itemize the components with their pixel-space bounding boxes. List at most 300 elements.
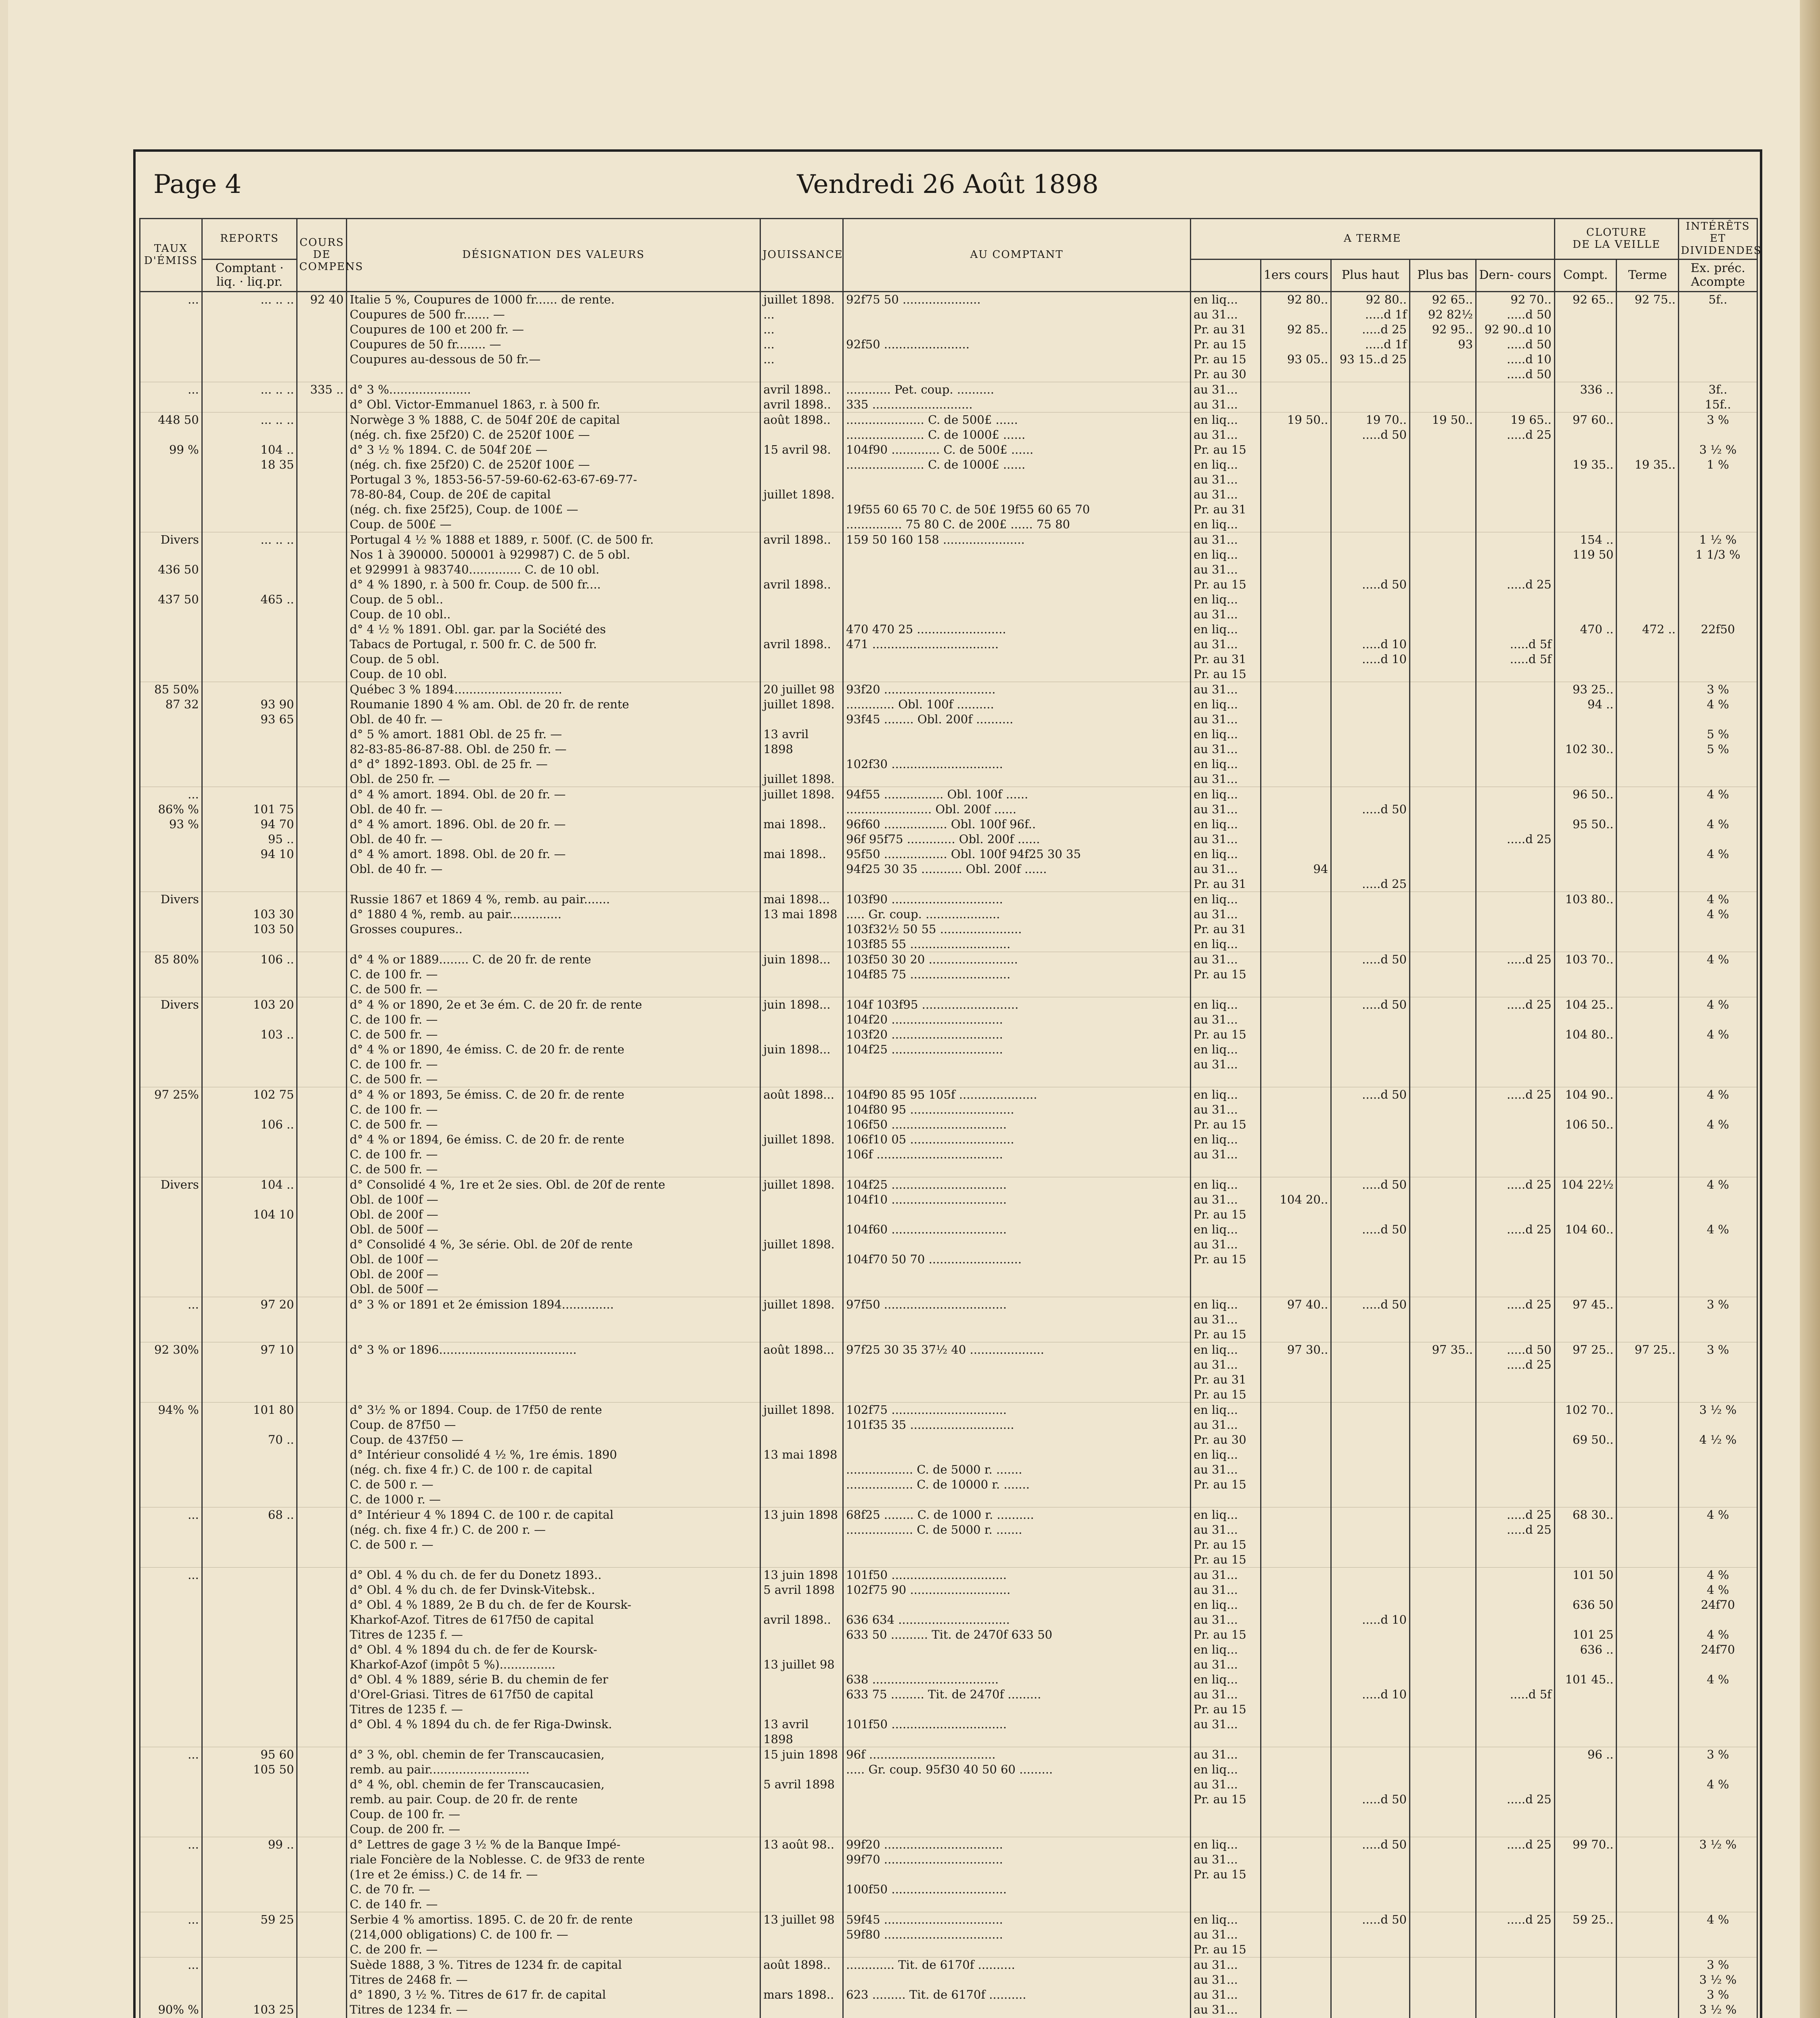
- col-cloture: CLOTURE DE LA VEILLE: [1554, 219, 1678, 260]
- cell-bas: [1410, 997, 1476, 1087]
- cell-clot-terme: 19 35..: [1617, 412, 1679, 532]
- cell-jouissance: juillet 1898. 13 mai 1898: [760, 1402, 843, 1507]
- cell-comptant: 68f25 ........ C. de 1000 r. .......... .................. C. de 5000 r. .......: [843, 1507, 1191, 1567]
- cell-ex: 3 % 3 ½ % 1 %: [1679, 412, 1757, 532]
- cell-jouissance: mai 1898... 13 mai 1898: [760, 892, 843, 952]
- cell-bas: [1410, 1177, 1476, 1297]
- cell-jouissance: avril 1898.. avril 1898.. avril 1898..: [760, 532, 843, 682]
- cell-jouissance: juillet 1898.: [760, 1297, 843, 1342]
- cell-clot-compt: 97 25..: [1554, 1342, 1617, 1402]
- cell-bas: 19 50..: [1410, 412, 1476, 532]
- cell-clot-terme: [1617, 1402, 1679, 1507]
- cell-comptant: 159 50 160 158 ...................... 470 470 25 ........................ 471 ..................................: [843, 532, 1191, 682]
- quotations-table: [139, 218, 1762, 2018]
- cell-clot-terme: [1617, 787, 1679, 892]
- cell-clot-compt: 96 ..: [1554, 1747, 1617, 1837]
- cell-jouissance: juillet 1898. ... ... ... ...: [760, 291, 843, 382]
- cell-rep: [202, 1567, 297, 1747]
- cell-cours: [297, 1342, 347, 1402]
- col-ex-prec: Ex. préc. Acompte: [1679, 259, 1757, 291]
- cell-comptant: ............. Tit. de 6170f .......... 623 ......... Tit. de 6170f ..........: [843, 1957, 1191, 2018]
- cell-dern: .....d 25 .....d 5f .....d 5f: [1476, 532, 1555, 682]
- cell-rep: 97 10: [202, 1342, 297, 1402]
- cell-comptant: ..................... C. de 500£ ...... ..................... C. de 1000£ ...... 104f90 ............. C. de 500£ ...... ..................... C. de 1000£ ...... 19f55 60 65 70 C. de 50£ 19f55 60 65 70 ............... 75 80 C. de 200£ ...... 75 80: [843, 412, 1191, 532]
- cell-designation: Serbie 4 % amortiss. 1895. C. de 20 fr. de rente (214,000 obligations) C. de 100 fr. — C. de 200 fr. —: [347, 1912, 760, 1957]
- page-number: Page 4: [153, 170, 242, 199]
- cell-premiers: [1261, 1747, 1331, 1837]
- cell-terme: en liq... au 31... Pr. au 15: [1190, 1912, 1261, 1957]
- cell-rep: ... .. .. 104 .. 18 35: [202, 412, 297, 532]
- cell-cours: [297, 1507, 347, 1567]
- table-row: [140, 1402, 1757, 1507]
- cell-premiers: [1261, 1567, 1331, 1747]
- cell-rep: 97 20: [202, 1297, 297, 1342]
- col-plus-bas: Plus bas: [1410, 259, 1476, 291]
- cell-bas: [1410, 1297, 1476, 1342]
- cell-clot-terme: 97 25..: [1617, 1342, 1679, 1402]
- cell-premiers: [1261, 1837, 1331, 1912]
- col-designation: DÉSIGNATION DES VALEURS: [347, 219, 760, 292]
- cell-terme: au 31... au 31...: [1190, 382, 1261, 412]
- cell-haut: .....d 10 .....d 10: [1331, 1567, 1410, 1747]
- cell-haut: [1331, 892, 1410, 952]
- col-comptant: Comptant · liq. · liq.pr.: [202, 259, 297, 291]
- cell-jouissance: 13 juin 1898 5 avril 1898 avril 1898.. 13 juillet 98 13 avril 1898: [760, 1567, 843, 1747]
- cell-jouissance: août 1898... juillet 1898.: [760, 1087, 843, 1177]
- cell-premiers: [1261, 682, 1331, 787]
- cell-jouissance: 13 juillet 98: [760, 1912, 843, 1957]
- cell-ex: 4 %: [1679, 1912, 1757, 1957]
- cell-clot-compt: 93 25.. 94 .. 102 30..: [1554, 682, 1617, 787]
- cell-ex: 3 % 4 % 5 % 5 %: [1679, 682, 1757, 787]
- cell-designation: d° 3½ % or 1894. Coup. de 17f50 de rente Coup. de 87f50 — Coup. de 437f50 — d° Intérieur consolidé 4 ½ %, 1re émis. 1890 (nég. ch. fixe 4 fr.) C. de 100 r. de capital C. de 500 r. — C. de 1000 r. —: [347, 1402, 760, 1507]
- col-a-terme: A TERME: [1190, 219, 1554, 260]
- cell-haut: 19 70.. .....d 50: [1331, 412, 1410, 532]
- cell-haut: .....d 50: [1331, 1087, 1410, 1177]
- table-row: [140, 1297, 1757, 1342]
- cell-comptant: 59f45 ................................ 59f80 ................................: [843, 1912, 1191, 1957]
- cell-clot-compt: 154 .. 119 50 470 ..: [1554, 532, 1617, 682]
- cell-taux: Divers: [140, 892, 202, 952]
- table-row: [140, 1912, 1757, 1957]
- cell-clot-terme: 472 ..: [1617, 532, 1679, 682]
- table-row: [140, 1177, 1757, 1297]
- cell-cours: [297, 997, 347, 1087]
- cell-bas: [1410, 1837, 1476, 1912]
- cell-jouissance: août 1898.. 15 avril 98. juillet 1898.: [760, 412, 843, 532]
- cell-bas: [1410, 1507, 1476, 1567]
- table-row: [140, 997, 1757, 1087]
- cell-comptant: ............ Pet. coup. .......... 335 ...........................: [843, 382, 1191, 412]
- cell-designation: d° Intérieur 4 % 1894 C. de 100 r. de capital (nég. ch. fixe 4 fr.) C. de 200 r. — C. de 500 r. —: [347, 1507, 760, 1567]
- cell-designation: d° 3 % or 1896.....................................: [347, 1342, 760, 1402]
- table-row: [140, 1342, 1757, 1402]
- cell-comptant: 96f .................................. ..... Gr. coup. 95f30 40 50 60 .........: [843, 1747, 1191, 1837]
- cell-cours: [297, 787, 347, 892]
- cell-rep: 101 80 70 ..: [202, 1402, 297, 1507]
- cell-premiers: [1261, 952, 1331, 997]
- cell-haut: .....d 50: [1331, 1297, 1410, 1342]
- table-row: [140, 952, 1757, 997]
- cell-haut: .....d 50: [1331, 997, 1410, 1087]
- cell-terme: en liq... au 31... Pr. au 15 Pr. au 15: [1190, 1507, 1261, 1567]
- cell-taux: 448 50 99 %: [140, 412, 202, 532]
- cell-clot-terme: [1617, 1177, 1679, 1297]
- cell-ex: 4 % 4 % 4 %: [1679, 787, 1757, 892]
- cell-ex: 3 % 4 %: [1679, 1747, 1757, 1837]
- cell-terme: au 31... au 31... au 31... au 31...: [1190, 1957, 1261, 2018]
- cell-rep: 104 .. 104 10: [202, 1177, 297, 1297]
- cell-ex: 5f..: [1679, 291, 1757, 382]
- cell-rep: 103 25: [202, 1957, 297, 2018]
- cell-premiers: [1261, 1507, 1331, 1567]
- cell-haut: [1331, 1402, 1410, 1507]
- cell-ex: 3 ½ %: [1679, 1837, 1757, 1912]
- cell-premiers: [1261, 1402, 1331, 1507]
- cell-dern: [1476, 682, 1555, 787]
- cell-rep: 99 ..: [202, 1837, 297, 1912]
- cell-premiers: 104 20..: [1261, 1177, 1331, 1297]
- table-row: [140, 532, 1757, 682]
- cell-haut: [1331, 382, 1410, 412]
- cell-clot-terme: [1617, 1747, 1679, 1837]
- cell-clot-compt: 101 50 636 50 101 25 636 .. 101 45..: [1554, 1567, 1617, 1747]
- cell-terme: en liq... au 31... Pr. au 30 en liq... au 31... Pr. au 15: [1190, 1402, 1261, 1507]
- col-interets: INTÉRÊTS ET DIVIDENDES: [1679, 219, 1757, 260]
- cell-haut: .....d 50: [1331, 1912, 1410, 1957]
- cell-cours: [297, 1177, 347, 1297]
- page-header: [133, 170, 1762, 198]
- cell-dern: .....d 25: [1476, 1087, 1555, 1177]
- cell-cours: [297, 1297, 347, 1342]
- cell-taux: 92 30%: [140, 1342, 202, 1402]
- col-reports: REPORTS: [202, 219, 297, 260]
- table-row: [140, 1087, 1757, 1177]
- col-cours: COURS DE COMPENS: [297, 219, 347, 292]
- cell-clot-terme: 92 75..: [1617, 291, 1679, 382]
- cell-clot-compt: 96 50.. 95 50..: [1554, 787, 1617, 892]
- cell-rep: 93 90 93 65: [202, 682, 297, 787]
- cell-designation: Québec 3 % 1894............................. Roumanie 1890 4 % am. Obl. de 20 fr. de rente Obl. de 40 fr. — d° 5 % amort. 1881 Obl. de 25 fr. — 82-83-85-86-87-88. Obl. de 250 fr. — d° d° 1892-1893. Obl. de 25 fr. — Obl. de 250 fr. —: [347, 682, 760, 787]
- cell-clot-compt: 103 70..: [1554, 952, 1617, 997]
- cell-dern: .....d 25 .....d 25: [1476, 1177, 1555, 1297]
- cell-clot-compt: 97 60.. 19 35..: [1554, 412, 1617, 532]
- cell-premiers: [1261, 532, 1331, 682]
- cell-clot-compt: 103 80..: [1554, 892, 1617, 952]
- cell-designation: d° 4 % or 1893, 5e émiss. C. de 20 fr. de rente C. de 100 fr. — C. de 500 fr. — d° 4 % or 1894, 6e émiss. C. de 20 fr. de rente C. de 100 fr. — C. de 500 fr. —: [347, 1087, 760, 1177]
- cell-taux: 97 25%: [140, 1087, 202, 1177]
- cell-clot-terme: [1617, 952, 1679, 997]
- cell-cours: [297, 1837, 347, 1912]
- cell-comptant: 92f75 50 ..................... 92f50 .......................: [843, 291, 1191, 382]
- cell-haut: .....d 50 .....d 50: [1331, 1177, 1410, 1297]
- cell-rep: 95 60 105 50: [202, 1747, 297, 1837]
- cell-taux: Divers: [140, 997, 202, 1087]
- cell-terme: en liq... au 31... Pr. au 31 Pr. au 15 Pr. au 15 Pr. au 30: [1190, 291, 1261, 382]
- cell-clot-compt: 68 30..: [1554, 1507, 1617, 1567]
- cell-jouissance: juillet 1898. juillet 1898.: [760, 1177, 843, 1297]
- cell-comptant: 99f20 ................................ 99f70 ................................ 100f50 ...............................: [843, 1837, 1191, 1912]
- cell-clot-terme: [1617, 997, 1679, 1087]
- cell-terme: au 31... au 31... en liq... au 31... Pr. au 15 en liq... au 31... en liq... au 31... Pr. au 15 au 31...: [1190, 1567, 1261, 1747]
- cell-terme: au 31... en liq... au 31... Pr. au 15: [1190, 1747, 1261, 1837]
- cell-ex: 3 ½ % 4 ½ %: [1679, 1402, 1757, 1507]
- cell-cours: [297, 952, 347, 997]
- cell-taux: ...: [140, 1567, 202, 1747]
- cell-rep: ... .. .. 465 ..: [202, 532, 297, 682]
- cell-bas: 92 65.. 92 82½ 92 95.. 93: [1410, 291, 1476, 382]
- cell-taux: 94% %: [140, 1402, 202, 1507]
- cell-cours: [297, 1747, 347, 1837]
- col-au-comptant: AU COMPTANT: [843, 219, 1191, 292]
- cell-clot-terme: [1617, 892, 1679, 952]
- cell-taux: 85 50% 87 32: [140, 682, 202, 787]
- cell-jouissance: août 1898...: [760, 1342, 843, 1402]
- cell-jouissance: 13 juin 1898: [760, 1507, 843, 1567]
- cell-clot-compt: 99 70..: [1554, 1837, 1617, 1912]
- cell-taux: ...: [140, 1747, 202, 1837]
- cell-jouissance: juillet 1898. mai 1898.. mai 1898..: [760, 787, 843, 892]
- cell-bas: [1410, 952, 1476, 997]
- cell-bas: [1410, 1402, 1476, 1507]
- cell-jouissance: juin 1898...: [760, 952, 843, 997]
- cell-terme: en liq... au 31... Pr. au 31 en liq...: [1190, 892, 1261, 952]
- page-edge: [1800, 0, 1820, 2018]
- cell-cours: [297, 412, 347, 532]
- cell-rep: ... .. ..: [202, 291, 297, 382]
- cell-dern: .....d 25: [1476, 952, 1555, 997]
- cell-rep: ... .. ..: [202, 382, 297, 412]
- cell-dern: .....d 5f: [1476, 1567, 1555, 1747]
- cell-ex: 3 %: [1679, 1342, 1757, 1402]
- cell-rep: 106 ..: [202, 952, 297, 997]
- cell-cours: [297, 1912, 347, 1957]
- col-cloture-compt: Compt.: [1554, 259, 1617, 291]
- cell-cours: [297, 1567, 347, 1747]
- cell-premiers: 97 30..: [1261, 1342, 1331, 1402]
- cell-taux: ... 90% %: [140, 1957, 202, 2018]
- cell-clot-terme: [1617, 682, 1679, 787]
- cell-haut: [1331, 1507, 1410, 1567]
- cell-clot-terme: [1617, 382, 1679, 412]
- cell-bas: [1410, 1567, 1476, 1747]
- cell-cours: 335 ..: [297, 382, 347, 412]
- cell-cours: [297, 1402, 347, 1507]
- cell-ex: 3 %: [1679, 1297, 1757, 1342]
- cell-designation: Italie 5 %, Coupures de 1000 fr...... de rente. Coupures de 500 fr....... — Coupures de 100 et 200 fr. — Coupures de 50 fr........ — Coupures au-dessous de 50 fr.—: [347, 291, 760, 382]
- cell-bas: [1410, 382, 1476, 412]
- cell-bas: [1410, 1087, 1476, 1177]
- cell-rep: 103 30 103 50: [202, 892, 297, 952]
- cell-clot-terme: [1617, 1087, 1679, 1177]
- cell-taux: Divers 436 50 437 50: [140, 532, 202, 682]
- cell-designation: d° 3 %...................... d° Obl. Victor-Emmanuel 1863, r. à 500 fr.: [347, 382, 760, 412]
- table-row: [140, 382, 1757, 412]
- cell-terme: en liq... au 31... Pr. au 15 en liq... au 31...: [1190, 997, 1261, 1087]
- cell-dern: [1476, 1957, 1555, 2018]
- cell-dern: 92 70.. .....d 50 92 90..d 10 .....d 50 .....d 10 .....d 50: [1476, 291, 1555, 382]
- cell-terme: au 31... Pr. au 15: [1190, 952, 1261, 997]
- cell-clot-terme: [1617, 1957, 1679, 2018]
- cell-clot-compt: 59 25..: [1554, 1912, 1617, 1957]
- cell-premiers: [1261, 892, 1331, 952]
- cell-clot-terme: [1617, 1567, 1679, 1747]
- cell-bas: [1410, 532, 1476, 682]
- cell-premiers: 97 40..: [1261, 1297, 1331, 1342]
- cell-dern: .....d 25: [1476, 1837, 1555, 1912]
- cell-ex: 4 % 4 %: [1679, 892, 1757, 952]
- cell-dern: [1476, 1402, 1555, 1507]
- cell-terme: au 31... en liq... au 31... en liq... au 31... en liq... au 31...: [1190, 682, 1261, 787]
- cell-jouissance: avril 1898.. avril 1898..: [760, 382, 843, 412]
- cell-cours: 92 40: [297, 291, 347, 382]
- cell-dern: .....d 50 .....d 25: [1476, 1342, 1555, 1402]
- cell-taux: ... 86% % 93 %: [140, 787, 202, 892]
- cell-premiers: [1261, 1087, 1331, 1177]
- cell-bas: [1410, 682, 1476, 787]
- cell-comptant: 94f55 ................ Obl. 100f ...... ....................... Obl. 200f ...... 96f60 ................. Obl. 100f 96f.. 96f 95f75 ............. Obl. 200f ...... 95f50 ................. Obl. 100f 94f25 30 35 94f25 30 35 ........... Obl. 200f ......: [843, 787, 1191, 892]
- cell-terme: en liq... au 31... Pr. au 15 en liq... au 31...: [1190, 1087, 1261, 1177]
- cell-comptant: 97f25 30 35 37½ 40 ....................: [843, 1342, 1191, 1402]
- table-row: [140, 1837, 1757, 1912]
- cell-designation: Suède 1888, 3 %. Titres de 1234 fr. de capital Titres de 2468 fr. — d° 1890, 3 ½ %. Titres de 617 fr. de capital Titres de 1234 fr. —: [347, 1957, 760, 2018]
- cell-terme: en liq... au 31... Pr. au 15: [1190, 1837, 1261, 1912]
- cell-premiers: [1261, 1957, 1331, 2018]
- col-cloture-terme: Terme: [1617, 259, 1679, 291]
- cell-comptant: 103f90 .............................. ..... Gr. coup. .................... 103f32½ 50 55 ...................... 103f85 55 ...........................: [843, 892, 1191, 952]
- cell-taux: Divers: [140, 1177, 202, 1297]
- cell-comptant: 101f50 ............................... 102f75 90 ........................... 636 634 .............................. 633 50 .......... Tit. de 2470f 633 50 638 .................................. 633 75 ......... Tit. de 2470f ......... 101f50 ...............................: [843, 1567, 1191, 1747]
- cell-designation: Norwège 3 % 1888, C. de 504f 20£ de capital (nég. ch. fixe 25f20) C. de 2520f 100£ — d° 3 ½ % 1894. C. de 504f 20£ — (nég. ch. fixe 25f20) C. de 2520f 100£ — Portugal 3 %, 1853-56-57-59-60-62-63-67-69-77- 78-80-84, Coup. de 20£ de capital (nég. ch. fixe 25f25), Coup. de 100£ — Coup. de 500£ —: [347, 412, 760, 532]
- cell-haut: 92 80.. .....d 1f .....d 25 .....d 1f 93 15..d 25: [1331, 291, 1410, 382]
- cell-haut: [1331, 1342, 1410, 1402]
- cell-premiers: [1261, 1912, 1331, 1957]
- cell-bas: [1410, 787, 1476, 892]
- cell-rep: 68 ..: [202, 1507, 297, 1567]
- cell-designation: d° 4 % or 1889........ C. de 20 fr. de rente C. de 100 fr. — C. de 500 fr. —: [347, 952, 760, 997]
- table-row: [140, 1507, 1757, 1567]
- cell-dern: 19 65.. .....d 25: [1476, 412, 1555, 532]
- cell-comptant: 104f 103f95 .......................... 104f20 .............................. 103f20 .............................. 104f25 ..............................: [843, 997, 1191, 1087]
- table-row: [140, 1957, 1757, 2018]
- cell-designation: d° Consolidé 4 %, 1re et 2e sies. Obl. de 20f de rente Obl. de 100f — Obl. de 200f — Obl. de 500f — d° Consolidé 4 %, 3e série. Obl. de 20f de rente Obl. de 100f — Obl. de 200f — Obl. de 500f —: [347, 1177, 760, 1297]
- table-row: [140, 682, 1757, 787]
- cell-premiers: [1261, 997, 1331, 1087]
- page-date: Vendredi 26 Août 1898: [797, 170, 1099, 199]
- cell-ex: 4 % 4 %: [1679, 1177, 1757, 1297]
- cell-ex: 4 % 4 %: [1679, 997, 1757, 1087]
- cell-comptant: 103f50 30 20 ........................ 104f85 75 ...........................: [843, 952, 1191, 997]
- cell-jouissance: 13 août 98..: [760, 1837, 843, 1912]
- cell-terme: en liq... au 31... Pr. au 15 en liq... au 31... au 31... Pr. au 31 en liq...: [1190, 412, 1261, 532]
- cell-clot-compt: [1554, 1957, 1617, 2018]
- cell-clot-terme: [1617, 1297, 1679, 1342]
- cell-taux: ...: [140, 1297, 202, 1342]
- cell-bas: [1410, 1957, 1476, 2018]
- cell-designation: d° 4 % amort. 1894. Obl. de 20 fr. — Obl. de 40 fr. — d° 4 % amort. 1896. Obl. de 20 fr. — Obl. de 40 fr. — d° 4 % amort. 1898. Obl. de 20 fr. — Obl. de 40 fr. —: [347, 787, 760, 892]
- cell-rep: 102 75 106 ..: [202, 1087, 297, 1177]
- cell-designation: d° 3 % or 1891 et 2e émission 1894..............: [347, 1297, 760, 1342]
- cell-taux: ...: [140, 1837, 202, 1912]
- cell-premiers: [1261, 382, 1331, 412]
- cell-taux: 85 80%: [140, 952, 202, 997]
- cell-clot-compt: 104 22½ 104 60..: [1554, 1177, 1617, 1297]
- col-plus-haut: Plus haut: [1331, 259, 1410, 291]
- cell-clot-compt: 336 ..: [1554, 382, 1617, 412]
- cell-jouissance: 15 juin 1898 5 avril 1898: [760, 1747, 843, 1837]
- table-row: [140, 1567, 1757, 1747]
- cell-clot-compt: 104 25.. 104 80..: [1554, 997, 1617, 1087]
- cell-clot-terme: [1617, 1507, 1679, 1567]
- cell-ex: 3f.. 15f..: [1679, 382, 1757, 412]
- cell-haut: [1331, 1957, 1410, 2018]
- cell-jouissance: 20 juillet 98 juillet 1898. 13 avril 1898 juillet 1898.: [760, 682, 843, 787]
- cell-cours: [297, 532, 347, 682]
- cell-premiers: 94: [1261, 787, 1331, 892]
- cell-dern: .....d 25 .....d 25: [1476, 1507, 1555, 1567]
- cell-cours: [297, 1087, 347, 1177]
- cell-taux: ...: [140, 382, 202, 412]
- cell-jouissance: août 1898.. mars 1898..: [760, 1957, 843, 2018]
- cell-terme: en liq... au 31... Pr. au 31 Pr. au 15: [1190, 1342, 1261, 1402]
- cell-terme: en liq... au 31... Pr. au 15 en liq... au 31... Pr. au 15: [1190, 1177, 1261, 1297]
- cell-ex: 3 % 3 ½ % 3 % 3 ½ %: [1679, 1957, 1757, 2018]
- table-row: [140, 1747, 1757, 1837]
- table-row: [140, 892, 1757, 952]
- cell-taux: ...: [140, 1912, 202, 1957]
- cell-haut: .....d 50: [1331, 952, 1410, 997]
- cell-bas: [1410, 892, 1476, 952]
- cell-dern: .....d 25: [1476, 787, 1555, 892]
- cell-ex: 4 % 4 % 24f70 4 % 24f70 4 %: [1679, 1567, 1757, 1747]
- table-row: [140, 787, 1757, 892]
- cell-cours: [297, 892, 347, 952]
- cell-designation: Russie 1867 et 1869 4 %, remb. au pair....... d° 1880 4 %, remb. au pair.............. Grosses coupures..: [347, 892, 760, 952]
- cell-designation: d° Lettres de gage 3 ½ % de la Banque Impé- riale Foncière de la Noblesse. C. de 9f33 de rente (1re et 2e émiss.) C. de 14 fr. — C. de 70 fr. — C. de 140 fr. —: [347, 1837, 760, 1912]
- col-taux: TAUX D'ÉMISS: [140, 219, 202, 292]
- cell-dern: .....d 25: [1476, 997, 1555, 1087]
- quotations-body: [140, 291, 1757, 2018]
- col-terme-echeance: [1190, 259, 1261, 291]
- cell-terme: au 31... en liq... au 31... Pr. au 15 en liq... au 31... en liq... au 31... Pr. au 31 Pr. au 15: [1190, 532, 1261, 682]
- cell-cours: [297, 682, 347, 787]
- cell-clot-terme: [1617, 1912, 1679, 1957]
- cell-dern: [1476, 382, 1555, 412]
- cell-designation: d° 3 %, obl. chemin de fer Transcaucasien, remb. au pair........................... d° 4 %, obl. chemin de fer Transcaucasien, remb. au pair. Coup. de 20 fr. de rente Coup. de 100 fr. — Coup. de 200 fr. —: [347, 1747, 760, 1837]
- cell-clot-compt: 102 70.. 69 50..: [1554, 1402, 1617, 1507]
- col-jouissance: JOUISSANCE: [760, 219, 843, 292]
- cell-rep: 101 75 94 70 95 .. 94 10: [202, 787, 297, 892]
- cell-comptant: 104f25 ............................... 104f10 ............................... 104f60 ............................... 104f70 50 70 .........................: [843, 1177, 1191, 1297]
- cell-bas: [1410, 1912, 1476, 1957]
- cell-comptant: 97f50 .................................: [843, 1297, 1191, 1342]
- cell-ex: 4 %: [1679, 952, 1757, 997]
- cell-rep: 103 20 103 ..: [202, 997, 297, 1087]
- cell-bas: 97 35..: [1410, 1342, 1476, 1402]
- cell-premiers: 19 50..: [1261, 412, 1331, 532]
- cell-haut: .....d 50: [1331, 1837, 1410, 1912]
- cell-designation: d° 4 % or 1890, 2e et 3e ém. C. de 20 fr. de rente C. de 100 fr. — C. de 500 fr. — d° 4 % or 1890, 4e émiss. C. de 20 fr. de rente C. de 100 fr. — C. de 500 fr. —: [347, 997, 760, 1087]
- cell-clot-compt: 97 45..: [1554, 1297, 1617, 1342]
- cell-bas: [1410, 1747, 1476, 1837]
- cell-jouissance: juin 1898... juin 1898...: [760, 997, 843, 1087]
- cell-haut: [1331, 682, 1410, 787]
- cell-comptant: 104f90 85 95 105f ..................... 104f80 95 ............................ 106f50 ............................... 106f10 05 ............................ 106f ..................................: [843, 1087, 1191, 1177]
- cell-dern: .....d 25: [1476, 1297, 1555, 1342]
- cell-rep: 59 25: [202, 1912, 297, 1957]
- cell-dern: [1476, 892, 1555, 952]
- table-row: [140, 412, 1757, 532]
